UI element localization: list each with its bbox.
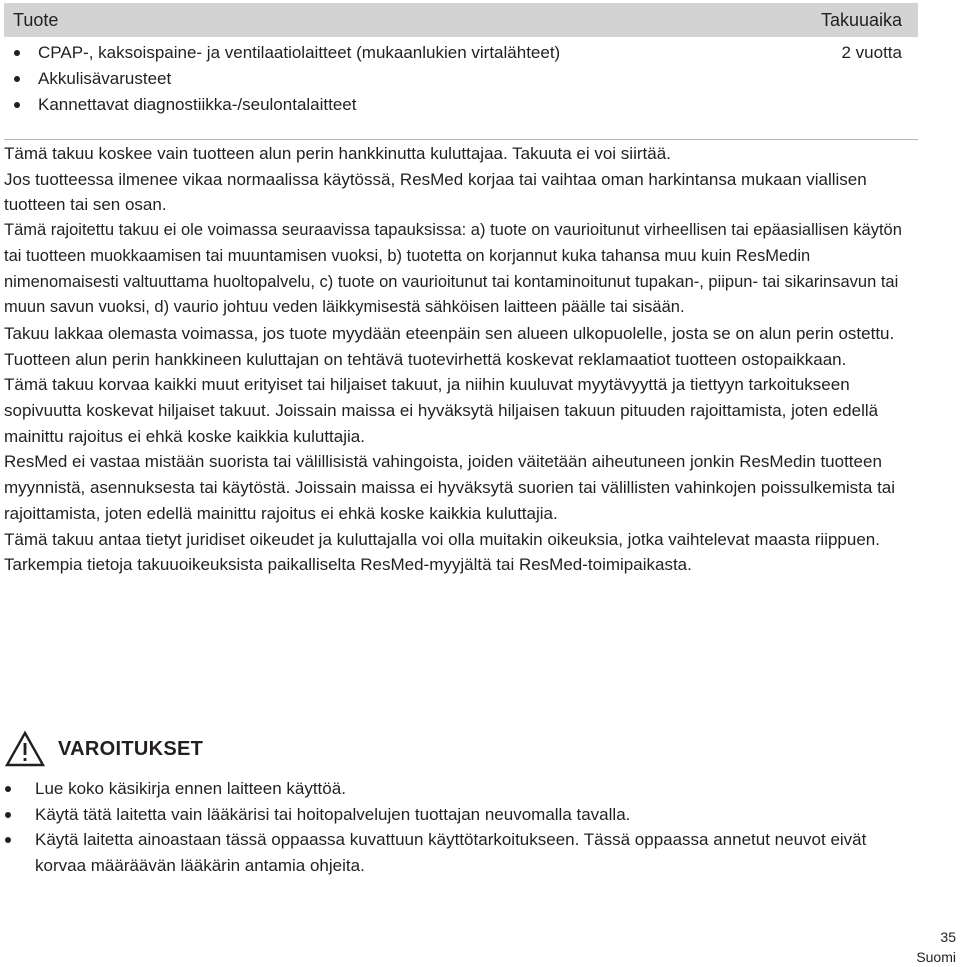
language-label: Suomi	[916, 949, 956, 965]
product-list	[13, 40, 560, 133]
product-item: CPAP-, kaksoispaine- ja ventilaatiolaitteet (mukaanlukien virtalähteet)	[13, 40, 560, 66]
table-header	[4, 3, 918, 37]
page-footer	[916, 927, 956, 967]
header-warranty: Takuuaika	[820, 9, 902, 30]
warning-item: Lue koko käsikirja ennen laitteen käyttöä.	[4, 776, 916, 802]
warning-triangle-icon	[4, 730, 46, 768]
warning-item: Käytä laitetta ainoastaan tässä oppaassa kuvattuun käyttötarkoitukseen. Tässä oppaassa annetut neuvot eivät korvaa määräävän lääkärin antamia ohjeita.	[4, 827, 916, 878]
warranty-table	[4, 3, 918, 140]
warnings-list	[4, 776, 916, 879]
paragraph: Tämä takuu antaa tietyt juridiset oikeudet ja kuluttajalla voi olla muitakin oikeuksia, jotka vaihtelevat maasta riippuen. Tarkempia tietoja takuuoikeuksista paikalliselta ResMed-myyjältä tai ResMed-toimipaikasta.	[4, 529, 880, 575]
product-item: Akkulisävarusteet	[13, 66, 560, 92]
header-product: Tuote	[13, 9, 59, 30]
warranty-text	[4, 141, 916, 578]
product-item: Kannettavat diagnostiikka-/seulontalaitteet	[13, 92, 560, 118]
paragraph: Takuu lakkaa olemasta voimassa, jos tuote myydään eteenpäin sen alueen ulkopuolelle, josta se on alun perin ostettu.	[4, 323, 895, 343]
warranty-duration: 2 vuotta	[841, 43, 902, 62]
warnings-section	[4, 728, 916, 879]
warning-item: Käytä tätä laitetta vain lääkärisi tai hoitopalvelujen tuottajan neuvomalla tavalla.	[4, 802, 916, 828]
paragraph: Tuotteen alun perin hankkineen kuluttajan on tehtävä tuotevirhettä koskevat reklamaatiot tuotteen ostopaikkaan.	[4, 349, 847, 369]
warnings-header	[4, 728, 916, 770]
paragraph: Tämä takuu koskee vain tuotteen alun perin hankkinutta kuluttajaa. Takuuta ei voi siirtää.	[4, 144, 671, 163]
warnings-title: VAROITUKSET	[58, 737, 204, 760]
table-row	[4, 37, 918, 140]
paragraph: Jos tuotteessa ilmenee vikaa normaalissa käytössä, ResMed korjaa tai vaihtaa oman harkintansa mukaan viallisen tuotteen tai sen osan.	[4, 169, 867, 215]
paragraph: Tämä takuu korvaa kaikki muut erityiset tai hiljaiset takuut, ja niihin kuuluvat myytävyyttä ja tiettyyn tarkoitukseen sopivuutta koskevat hiljaiset takuut. Joissain maissa ei hyväksytä hiljaisen takuun pituuden rajoittamista, joten edellä mainittu rajoitus ei ehkä koske kaikkia kuluttajia.	[4, 375, 879, 446]
paragraph: Tämä rajoitettu takuu ei ole voimassa seuraavissa tapauksissa: a) tuote on vaurioitunut virheellisen tai epäasiallisen käytön tai tuotteen muokkaamisen tai muuntamisen vuoksi, b) tuotetta on korjannut kuka tahansa muu kuin ResMedin nimenomaisesti valtuuttama huoltopalvelu, c) tuote on vaurioitunut tai kontaminoitunut tupakan-, piipun- tai sikarinsavun tai muun savun vuoksi, d) vaurio johtuu veden läikkymisestä sähköisen laitteen päälle tai sisään.	[4, 221, 902, 317]
paragraph: ResMed ei vastaa mistään suorista tai välillisistä vahingoista, joiden väitetään aiheutuneen jonkin ResMedin tuotteen myynnistä, asennuksesta tai käytöstä. Joissain maissa ei hyväksytä suorien tai välillisten vahinkojen poissulkemista tai rajoittamista, joten edellä mainittu rajoitus ei ehkä koske kaikkia kuluttajia.	[4, 452, 896, 523]
page-number: 35	[940, 929, 956, 945]
